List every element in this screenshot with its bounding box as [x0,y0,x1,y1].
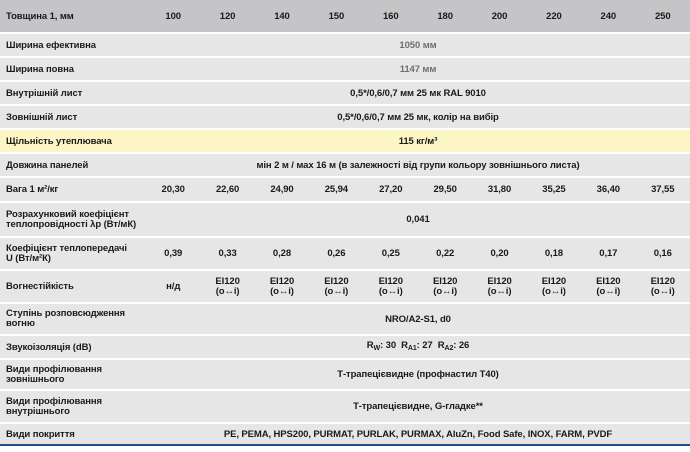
profile-outer-value: Т-трапецієвидне (профнастил Т40) [146,360,690,391]
fire-spread-row [0,304,690,336]
u-value: 0,18 [527,238,581,271]
thickness-value: 240 [581,0,635,34]
weight-value: 35,25 [527,178,581,203]
u-value: 0,26 [309,238,363,271]
profile-inner-value: Т-трапецієвидне, G-гладке** [146,391,690,424]
weight-label: Вага 1 м²/кг [0,178,146,203]
u-value-label [0,238,146,271]
u-value: 0,17 [581,238,635,271]
sound-value: $R_W$: 30 $R_{A1}$: 27 $R_{A2}$: 26 [146,336,690,360]
lambda-label-line: теплопровідності λр (Вт/мК) [6,218,137,230]
fire-resistance-value: EI120 (o↔i) [472,271,526,304]
lambda-label [0,203,146,238]
profile-inner-row [0,391,690,424]
sound-row [0,336,690,360]
profile-outer-row [0,360,690,391]
width-full-row [0,58,690,82]
thickness-value: 220 [527,0,581,34]
weight-value: 22,60 [200,178,254,203]
fire-resistance-value: EI120 (o↔i) [418,271,472,304]
fire-resistance-value: EI120 (o↔i) [581,271,635,304]
thickness-value: 150 [309,0,363,34]
weight-row [0,178,690,203]
u-value: 0,22 [418,238,472,271]
inner-sheet-label: Внутрішній лист [0,82,146,106]
fire-resistance-value: EI120 (o↔i) [527,271,581,304]
fire-spread-label-line: Ступінь розповсюдження [6,308,125,319]
insulation-density-value: 115 кг/м³ [146,130,690,154]
lambda-label-line: Розрахунковий коефіцієнт [6,208,129,220]
u-value: 0,20 [472,238,526,271]
thickness-value: 180 [418,0,472,34]
thickness-value: 140 [255,0,309,34]
profile-inner-label-line: Види профілювання [6,395,102,407]
profile-outer-label-line: зовнішнього [6,373,65,385]
weight-value: 31,80 [472,178,526,203]
weight-value: 37,55 [636,178,690,203]
inner-sheet-value: 0,5*/0,6/0,7 мм 25 мк RAL 9010 [146,82,690,106]
sound-label: Звукоізоляція (dB) [0,336,146,360]
thickness-value: 160 [364,0,418,34]
profile-outer-label [0,360,146,391]
fire-resistance-value: EI120 (o↔i) [364,271,418,304]
u-value: 0,28 [255,238,309,271]
panel-length-label: Довжина панелей [0,154,146,178]
thickness-value: 120 [200,0,254,34]
thickness-value: 200 [472,0,526,34]
profile-inner-label [0,391,146,424]
fire-spread-label-line: вогню [6,318,35,329]
panel-length-value: мін 2 м / мах 16 м (в залежності від групи кольору зовнішнього листа) [146,154,690,178]
u-value-label-line: Коефіцієнт теплопередачі [6,242,127,254]
thickness-value: 100 [146,0,200,34]
u-value-label-line: U (Вт/м²К) [6,252,51,264]
thickness-header-row [0,0,690,34]
fire-spread-label [0,304,146,336]
width-effective-label: Ширина ефективна [0,34,146,58]
outer-sheet-row [0,106,690,130]
lambda-row [0,203,690,238]
coating-row [0,424,690,446]
u-value: 0,16 [636,238,690,271]
weight-value: 25,94 [309,178,363,203]
fire-resistance-row [0,271,690,304]
panel-length-row [0,154,690,178]
fire-spread-value: NRO/A2-S1, d0 [146,304,690,336]
insulation-density-label: Щільність утеплювача [0,130,146,154]
fire-resistance-value: EI120 (o↔i) [200,271,254,304]
fire-resistance-label: Вогнестійкість [0,271,146,304]
coating-value: PE, PEMA, HPS200, PURMAT, PURLAK, PURMAX, AluZn, Food Safe, INOX, FARM, PVDF [146,424,690,446]
thickness-label: Товщина 1, мм [0,0,146,34]
u-value: 0,25 [364,238,418,271]
fire-resistance-value: EI120 (o↔i) [255,271,309,304]
width-effective-value: 1050 мм [146,34,690,58]
u-value: 0,39 [146,238,200,271]
fire-resistance-value: н/д [146,271,200,304]
width-effective-row [0,34,690,58]
insulation-density-row [0,130,690,154]
outer-sheet-label: Зовнішній лист [0,106,146,130]
width-full-label: Ширина повна [0,58,146,82]
weight-value: 29,50 [418,178,472,203]
weight-value: 27,20 [364,178,418,203]
weight-value: 24,90 [255,178,309,203]
inner-sheet-row [0,82,690,106]
fire-resistance-value: EI120 (o↔i) [309,271,363,304]
fire-resistance-value: EI120 (o↔i) [636,271,690,304]
width-full-value: 1147 мм [146,58,690,82]
u-value-row [0,238,690,271]
lambda-value: 0,041 [146,203,690,238]
coating-label: Види покриття [0,424,146,446]
thickness-value: 250 [636,0,690,34]
u-value: 0,33 [200,238,254,271]
weight-value: 20,30 [146,178,200,203]
profile-outer-label-line: Види профілювання [6,363,102,375]
outer-sheet-value: 0,5*/0,6/0,7 мм 25 мк, колір на вибір [146,106,690,130]
profile-inner-label-line: внутрішнього [6,405,70,417]
weight-value: 36,40 [581,178,635,203]
